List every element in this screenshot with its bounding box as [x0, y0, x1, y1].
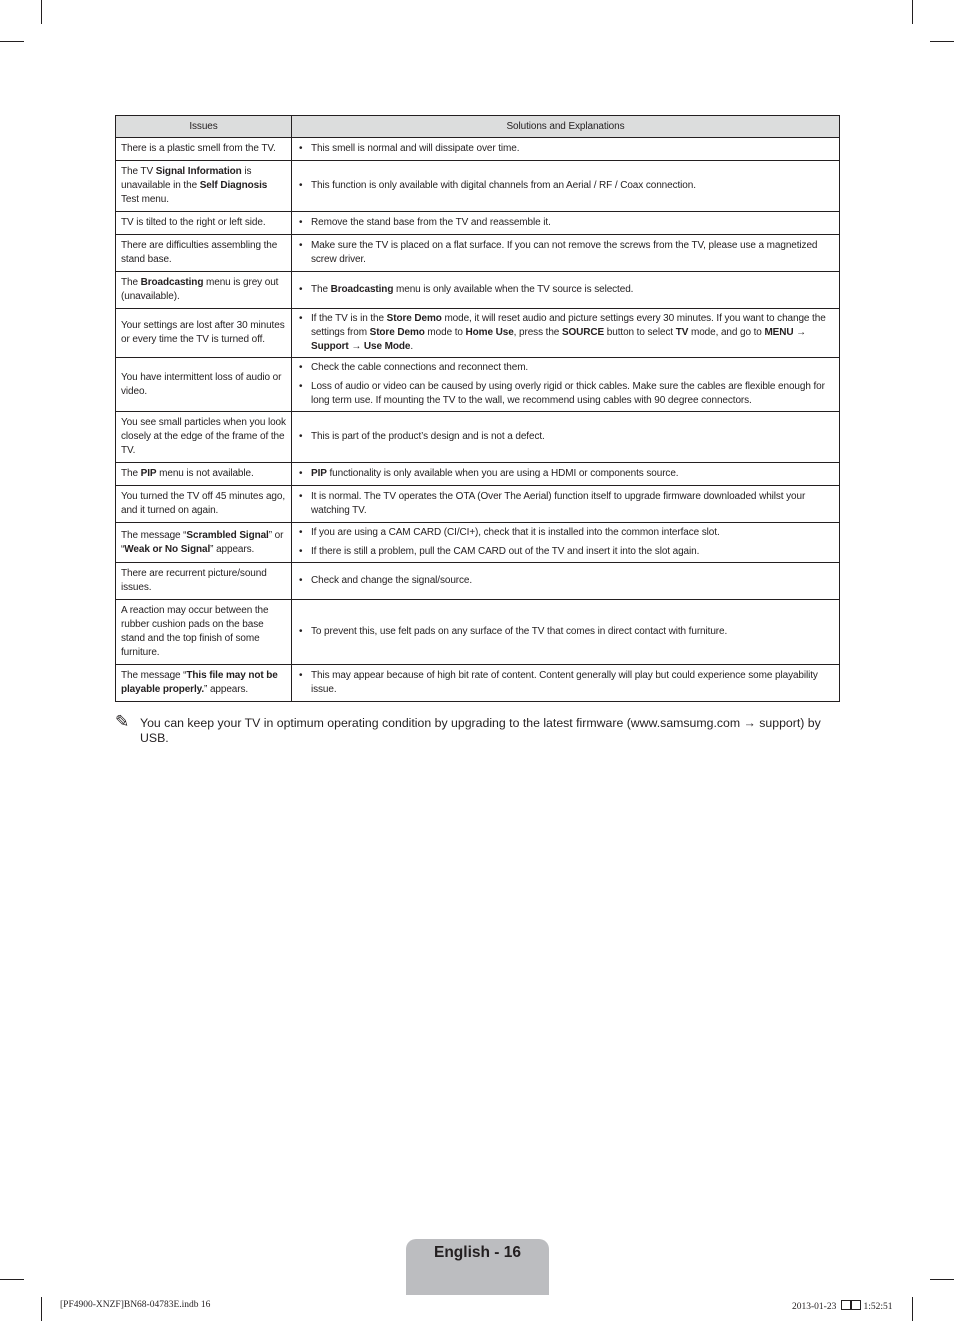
text-run: is unavailable in the — [121, 166, 252, 191]
text-run: This may appear because of high bit rate of content. Content generally will play but could experience some playability issue. — [311, 670, 818, 695]
solution-list — [296, 142, 833, 156]
text-run: ” or “ — [121, 529, 284, 555]
footer-file: [PF4900-XNZF]BN68-04783E.indb 16 — [60, 1300, 211, 1310]
table-row — [116, 161, 840, 212]
text-run: There are recurrent picture/sound issues. — [121, 568, 267, 593]
text-run: Check the cable connections and reconnect them. — [311, 362, 529, 373]
solution-item — [296, 430, 833, 444]
solution-list — [296, 669, 833, 697]
text-run: Your settings are lost after 30 minutes or every time the TV is turned off. — [121, 320, 285, 345]
crop-mark — [912, 0, 913, 24]
issue-cell — [116, 358, 292, 412]
table-row — [116, 358, 840, 412]
bold-term: Broadcasting — [330, 284, 394, 295]
crop-mark — [0, 1279, 24, 1280]
solution-list — [296, 361, 833, 408]
text-run: This function is only available with digital channels from an Aerial / RF / Coax connection. — [311, 180, 696, 191]
table-row — [116, 563, 840, 600]
text-run: The TV — [121, 166, 156, 177]
pencil-icon: ✎ — [115, 712, 130, 731]
text-run: To prevent this, use felt pads on any surface of the TV that comes in direct contact with furniture. — [311, 626, 728, 637]
text-run: A reaction may occur between the rubber cushion pads on the base stand and the top finish of some furniture. — [121, 605, 269, 658]
text-run: mode, it will reset audio and picture settings every 30 minutes. If you want to change the settings from — [311, 313, 826, 338]
bold-term: SOURCE — [561, 327, 605, 338]
text-run: If there is still a problem, pull the CAM CARD out of the TV and insert it into the slot again. — [311, 546, 700, 557]
text-run: button to select — [604, 327, 676, 338]
bold-term: Self Diagnosis — [199, 180, 268, 191]
text-run: The — [311, 284, 331, 295]
solution-list — [296, 430, 833, 444]
text-run: mode to — [424, 327, 466, 338]
crop-mark — [930, 1279, 954, 1280]
issue-cell — [116, 463, 292, 486]
issue-cell — [116, 486, 292, 523]
text-run: The — [121, 277, 141, 288]
issue-cell — [116, 161, 292, 212]
text-run: You have intermittent loss of audio or video. — [121, 371, 282, 397]
solution-item — [296, 142, 833, 156]
issues-column-header: Issues — [116, 116, 292, 138]
solution-item — [296, 239, 833, 267]
text-run: menu is only available when the TV source is selected. — [393, 284, 634, 295]
text-run: functionality is only available when you are using a HDMI or components source. — [326, 468, 679, 479]
bold-term: Weak or No Signal — [124, 543, 211, 555]
page-label: English - 16 — [434, 1244, 521, 1261]
firmware-note — [115, 712, 839, 746]
text-run: This is part of the product’s design and is not a defect. — [311, 431, 545, 442]
solution-cell — [292, 563, 840, 600]
troubleshooting-table — [115, 115, 840, 702]
crop-mark — [0, 41, 24, 42]
solution-cell — [292, 358, 840, 412]
text-run: There is a plastic smell from the TV. — [121, 143, 276, 154]
solution-list — [296, 283, 833, 297]
solution-item — [296, 283, 833, 297]
text-run: This smell is normal and will dissipate over time. — [311, 143, 520, 154]
table-row — [116, 412, 840, 463]
solution-list — [296, 574, 833, 588]
bold-term: This file may not be playable properly. — [121, 670, 278, 695]
solution-item — [296, 216, 833, 230]
bold-term: Scrambled Signal — [186, 529, 269, 541]
bold-term: Store Demo — [386, 313, 442, 324]
text-run: → — [348, 341, 364, 352]
solution-list — [296, 625, 833, 639]
crop-mark — [41, 1297, 42, 1321]
solution-cell — [292, 523, 840, 563]
table-row — [116, 665, 840, 702]
solution-item — [296, 625, 833, 639]
solution-cell — [292, 665, 840, 702]
text-run: , press the — [513, 327, 562, 338]
issue-cell — [116, 665, 292, 702]
solution-cell — [292, 235, 840, 272]
solution-item — [296, 179, 833, 193]
solution-list — [296, 179, 833, 193]
bold-term: Use Mode — [363, 341, 411, 352]
issue-cell — [116, 412, 292, 463]
bold-term: TV — [675, 327, 689, 338]
solution-cell — [292, 486, 840, 523]
text-run: menu is grey out (unavailable). — [121, 277, 279, 302]
issue-cell — [116, 138, 292, 161]
text-run: ” appears. — [210, 543, 255, 555]
bold-term: Support — [311, 341, 349, 352]
text-run: The message “ — [121, 670, 187, 681]
solution-list — [296, 490, 833, 518]
table-row — [116, 600, 840, 665]
text-run: If the TV is in the — [311, 313, 387, 324]
bold-term: PIP — [311, 468, 327, 479]
issue-cell — [116, 563, 292, 600]
solution-cell — [292, 463, 840, 486]
bold-term: Broadcasting — [140, 277, 204, 288]
text-run: → — [793, 327, 807, 338]
text-run: Loss of audio or video can be caused by using overly rigid or thick cables. Make sure the cables are flexible enough for long term use. If mounting the TV to the wall, we recommend using cables with 90 degree connectors. — [311, 381, 825, 406]
issue-cell — [116, 272, 292, 309]
solution-cell — [292, 212, 840, 235]
solution-item — [296, 467, 833, 481]
footer-timestamp: 2013-01-23 1:52:51 — [792, 1302, 893, 1312]
text-run: Remove the stand base from the TV and reassemble it. — [311, 217, 551, 228]
table-row — [116, 309, 840, 358]
bold-term: Signal Information — [155, 166, 242, 177]
text-run: Test menu. — [121, 194, 169, 205]
solution-cell — [292, 272, 840, 309]
crop-mark — [912, 1297, 913, 1321]
table-body — [116, 138, 840, 702]
solution-list — [296, 216, 833, 230]
solution-item — [296, 380, 833, 408]
solution-cell — [292, 138, 840, 161]
table-row — [116, 272, 840, 309]
solution-list — [296, 312, 833, 354]
text-run: The — [121, 468, 141, 479]
text-run: mode, and go to — [688, 327, 765, 338]
issue-cell — [116, 600, 292, 665]
solution-list — [296, 467, 833, 481]
text-run: You see small particles when you look closely at the edge of the frame of the TV. — [121, 417, 286, 456]
solution-item — [296, 526, 833, 540]
text-run: TV is tilted to the right or left side. — [121, 217, 266, 228]
solution-list — [296, 526, 833, 559]
solution-item — [296, 361, 833, 375]
text-run: If you are using a CAM CARD (CI/CI+), check that it is installed into the common interface slot. — [311, 527, 720, 538]
solution-item — [296, 490, 833, 518]
solution-item — [296, 545, 833, 559]
text-run: There are difficulties assembling the stand base. — [121, 240, 278, 265]
issue-cell — [116, 309, 292, 358]
solution-cell — [292, 161, 840, 212]
crop-mark — [41, 0, 42, 24]
table-header-row — [116, 116, 840, 138]
note-text: You can keep your TV in optimum operating condition by upgrading to the latest firmware (www.samsumg.com → support) by USB. — [140, 716, 821, 745]
text-run: ” appears. — [204, 684, 249, 695]
table-row — [116, 523, 840, 563]
table-row — [116, 235, 840, 272]
bold-term: Store Demo — [369, 327, 425, 338]
solution-item — [296, 574, 833, 588]
bold-term: MENU — [764, 327, 794, 338]
issue-cell — [116, 235, 292, 272]
solution-cell — [292, 309, 840, 358]
text-run: You turned the TV off 45 minutes ago, and it turned on again. — [121, 491, 286, 516]
solutions-column-header: Solutions and Explanations — [292, 116, 840, 138]
table-row — [116, 212, 840, 235]
text-run: Check and change the signal/source. — [311, 575, 473, 586]
text-run: It is normal. The TV operates the OTA (Over The Aerial) function itself to upgrade firmware downloaded whilst your watching TV. — [311, 491, 806, 516]
text-run: Make sure the TV is placed on a flat surface. If you can not remove the screws from the TV, please use a magnetized screw driver. — [311, 240, 818, 265]
table-row — [116, 463, 840, 486]
bold-term: PIP — [140, 468, 157, 479]
solution-item — [296, 669, 833, 697]
solution-item — [296, 312, 833, 354]
crop-mark — [930, 41, 954, 42]
text-run: . — [410, 341, 414, 352]
text-run: The message “ — [121, 529, 187, 541]
bold-term: Home Use — [465, 327, 514, 338]
solution-cell — [292, 600, 840, 665]
table-row — [116, 138, 840, 161]
table-row — [116, 486, 840, 523]
solution-cell — [292, 412, 840, 463]
text-run: menu is not available. — [156, 468, 254, 479]
solution-list — [296, 239, 833, 267]
issue-cell — [116, 523, 292, 563]
issue-cell — [116, 212, 292, 235]
